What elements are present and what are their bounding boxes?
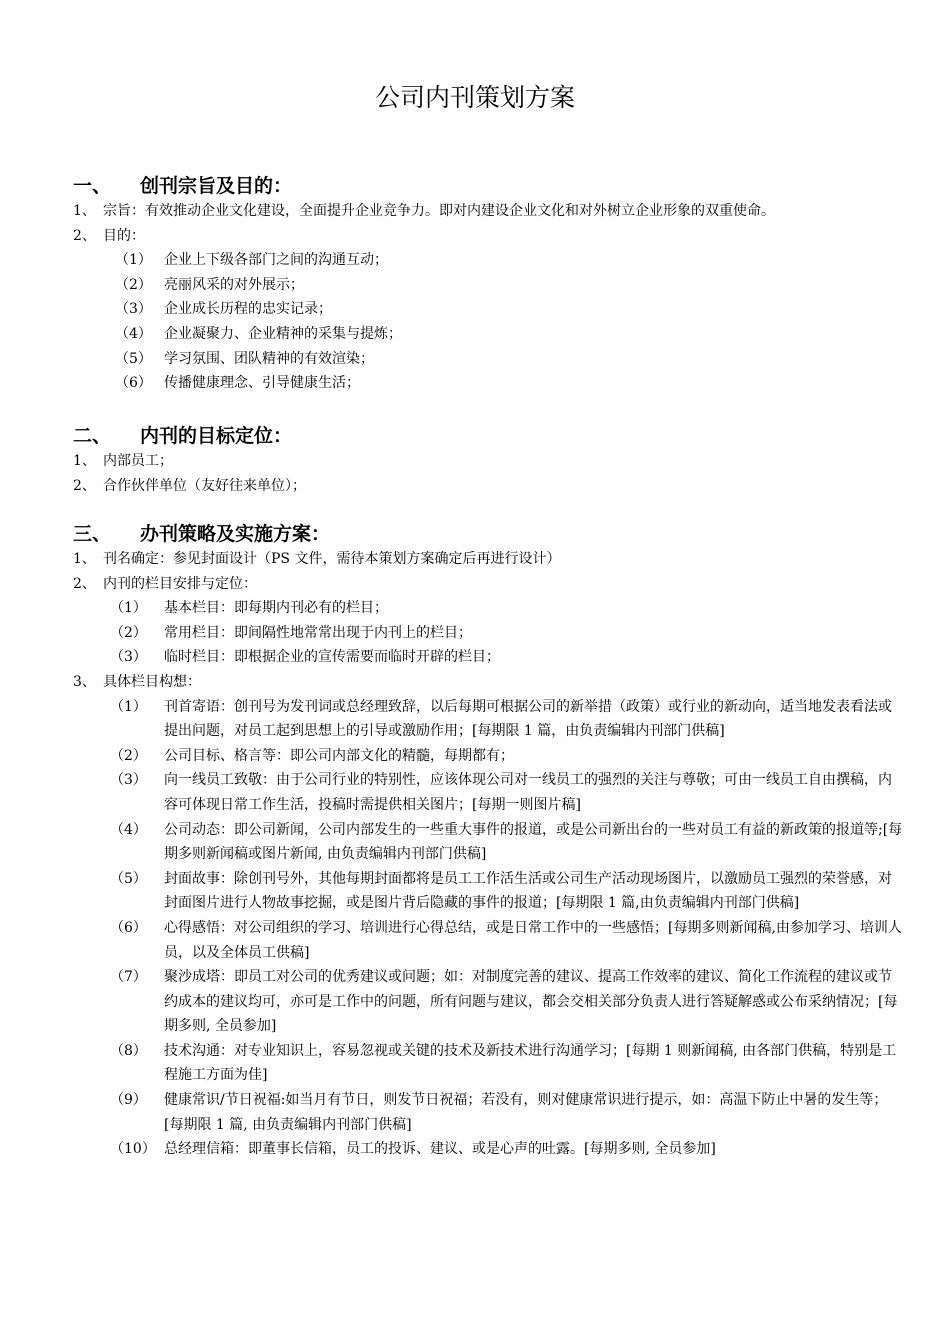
item-number: 1、 [73, 453, 96, 469]
list-item [73, 572, 903, 597]
sub-item-number: （4） [115, 325, 152, 342]
sub-item-text: 技术沟通：对专业知识上，容易忽视或关键的技术及新技术进行沟通学习；[每期 1 则新闻稿, 由各部门供稿，特别是工程施工方面为佳] [164, 1042, 897, 1084]
sub-item-text: 公司动态：即公司新闻，公司内部发生的一些重大事件的报道，或是公司新出台的一些对员工有益的新政策的报道等;[每期多则新闻稿或图片新闻, 由负责编辑内刊部门供稿] [164, 821, 903, 863]
sub-list-item [73, 1039, 903, 1088]
sub-list-item [73, 248, 903, 273]
sub-item-text: 向一线员工致敬：由于公司行业的特别性，应该体现公司对一线员工的强烈的关注与尊敬；可由一线员工自由撰稿，内容可体现日常工作生活，投稿时需提供相关图片；[每期一则图片稿] [164, 772, 892, 813]
sub-list-item [73, 768, 903, 817]
item-text: 具体栏目构想： [103, 673, 201, 690]
sub-item-text: 企业成长历程的忠实记录； [164, 301, 332, 318]
sub-list-item [73, 695, 903, 744]
sub-item-number: （1） [115, 252, 152, 269]
sub-item-text: 封面故事：除创刊号外，其他每期封面都将是员工工作活生活或公司生产活动现场图片，以激励员工强烈的荣誉感，对封面图片进行人物故事挖掘，或是图片背后隐藏的事件的报道；[每期限 1 篇,由负责编辑内刊部门供稿] [164, 870, 892, 912]
sub-item-number: （3） [110, 649, 147, 666]
sub-list-item [73, 322, 903, 347]
sub-list-item [73, 596, 903, 621]
sub-item-text: 刊首寄语：创刊号为发刊词或总经理致辞，以后每期可根据公司的新举措（政策）或行业的新动向，适当地发表看法或提出问题，对员工起到思想上的引导或激励作用；[每期限 1 篇，由负责编辑内刊部门供稿] [164, 698, 892, 740]
sub-item-number: （3） [115, 301, 152, 318]
sub-item-number: （3） [110, 772, 147, 789]
sub-item-text: 公司目标、格言等：即公司内部文化的精髓，每期都有； [164, 747, 514, 764]
section-3 [73, 521, 903, 1162]
sub-item-number: （9） [110, 1092, 147, 1109]
section-number: 三、 [73, 523, 112, 545]
sub-list-item [73, 645, 903, 670]
sub-item-text: 健康常识/节日祝福:如当月有节日，则发节日祝福；若没有，则对健康常识进行提示，如：高温下防止中暑的发生等；[每期限 1 篇, 由负责编辑内刊部门供稿] [164, 1092, 888, 1133]
sub-list-item [73, 273, 903, 298]
sub-item-text: 传播健康理念、引导健康生活； [164, 375, 360, 392]
item-text: 合作伙伴单位（友好往来单位）； [103, 477, 306, 494]
sub-item-number: （2） [115, 276, 152, 293]
sub-list-item [73, 347, 903, 372]
sub-list-item [73, 818, 903, 867]
sub-item-number: （5） [110, 870, 147, 887]
sub-item-number: （2） [110, 624, 147, 641]
sub-list-item [73, 1137, 903, 1162]
list-item [73, 199, 903, 224]
sub-item-text: 基本栏目：即每期内刊必有的栏目； [164, 600, 388, 617]
section-number: 二、 [73, 425, 112, 447]
section-heading [73, 521, 903, 547]
sub-item-number: （6） [115, 375, 152, 392]
item-number: 1、 [73, 551, 96, 567]
sub-item-text: 聚沙成塔：即员工对公司的优秀建议或问题；如：对制度完善的建议、提高工作效率的建议、简化工作流程的建议或节约成本的建议均可，亦可是工作中的问题，所有问题与建议，都会交相关部分负责人进行答疑解惑或公布采纳情况；[每期多则, 全员参加] [164, 969, 898, 1035]
document-title: 公司内刊策划方案 [374, 83, 575, 112]
sub-item-text: 企业上下级各部门之间的沟通互动； [164, 252, 388, 269]
section-title: 内刊的目标定位： [140, 425, 293, 447]
sub-list-item [73, 621, 903, 646]
section-title: 办刊策略及实施方案： [140, 523, 331, 545]
sub-item-number: （8） [110, 1042, 147, 1059]
sub-item-number: （7） [110, 969, 147, 986]
section-number: 一、 [73, 175, 112, 197]
sub-item-number: （2） [110, 747, 147, 764]
sub-item-text: 企业凝聚力、企业精神的采集与提炼； [164, 325, 402, 342]
sub-list-item [73, 916, 903, 965]
item-number: 2、 [73, 227, 96, 244]
item-text: 刊名确定：参见封面设计（PS 文件，需待本策划方案确定后再进行设计） [103, 551, 561, 567]
sub-list-item [73, 371, 903, 396]
list-item [73, 224, 903, 249]
sub-list-item [73, 965, 903, 1039]
item-text: 内部员工； [103, 453, 173, 469]
sub-item-text: 心得感悟：对公司组织的学习、培训进行心得总结，或是日常工作中的一些感悟；[每期多则新闻稿,由参加学习、培训人员，以及全体员工供稿] [164, 919, 902, 961]
section-title: 创刊宗旨及目的： [140, 175, 293, 197]
item-number: 2、 [73, 575, 96, 592]
section-heading [73, 423, 903, 449]
sub-item-number: （5） [115, 350, 152, 367]
sub-item-text: 总经理信箱：即董事长信箱，员工的投诉、建议、或是心声的吐露。[每期多则, 全员参加] [164, 1141, 716, 1158]
sub-item-number: （10） [110, 1141, 156, 1158]
sub-list-item [73, 297, 903, 322]
item-number: 1、 [73, 203, 96, 219]
sub-item-text: 临时栏目：即根据企业的宣传需要而临时开辟的栏目； [164, 649, 500, 666]
sub-item-text: 学习氛围、团队精神的有效渲染； [164, 350, 374, 367]
sub-item-text: 亮丽风采的对外展示； [164, 276, 304, 293]
sub-list-item [73, 744, 903, 769]
list-item [73, 547, 903, 572]
sub-item-text: 常用栏目：即间隔性地常常出现于内刊上的栏目； [164, 624, 472, 641]
list-item [73, 449, 903, 474]
list-item [73, 670, 903, 695]
section-heading [73, 173, 903, 199]
item-text: 目的： [103, 227, 145, 244]
sub-list-item [73, 867, 903, 916]
section-2 [73, 423, 903, 498]
sub-item-number: （4） [110, 821, 147, 838]
sub-item-number: （1） [110, 698, 147, 715]
item-text: 宗旨：有效推动企业文化建设，全面提升企业竞争力。即对内建设企业文化和对外树立企业形象的双重使命。 [103, 203, 775, 219]
section-1 [73, 173, 903, 396]
item-text: 内刊的栏目安排与定位： [103, 575, 257, 592]
item-number: 3、 [73, 673, 96, 690]
sub-item-number: （1） [110, 600, 147, 617]
item-number: 2、 [73, 477, 96, 494]
sub-item-number: （6） [110, 919, 147, 936]
list-item [73, 474, 903, 499]
sub-list-item [73, 1088, 903, 1137]
